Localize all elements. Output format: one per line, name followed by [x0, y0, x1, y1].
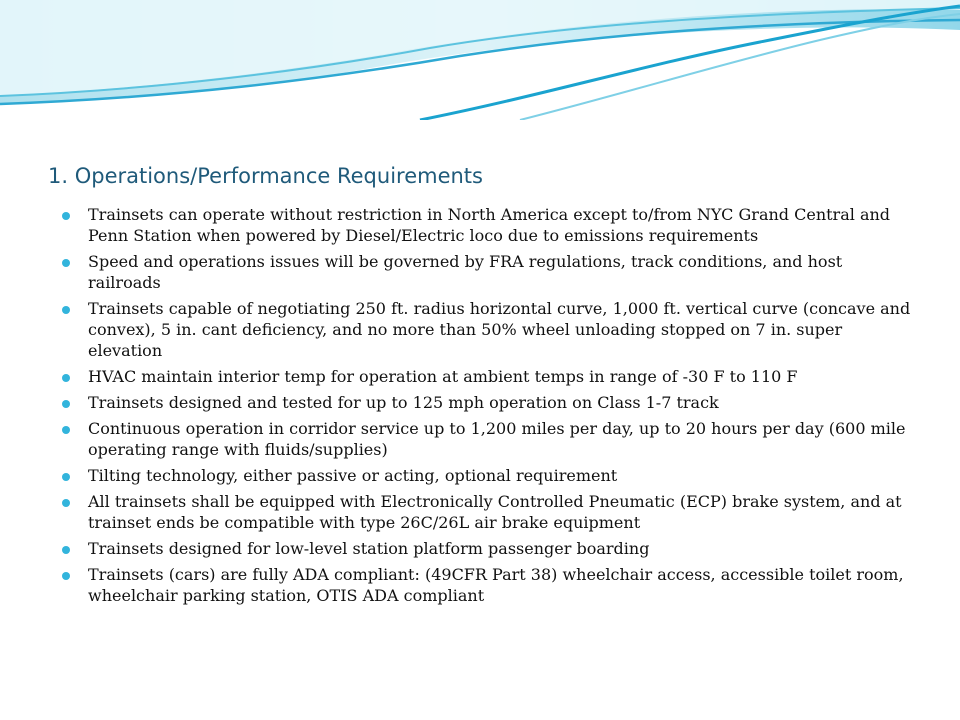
bullet-text: Trainsets can operate without restriction in North America except to/from NYC Grand Central and Penn Station when powered by Diesel/Electric loco due to emissions requirements — [88, 205, 891, 245]
bullet-text: Tilting technology, either passive or acting, optional requirement — [88, 466, 618, 485]
bullet-icon — [62, 572, 70, 580]
bullet-text: All trainsets shall be equipped with Electronically Controlled Pneumatic (ECP) brake system, and at trainset ends be compatible with type 26C/26L air brake equipment — [88, 492, 902, 532]
list-item — [62, 538, 912, 559]
wave-header-decoration — [0, 0, 960, 120]
bullet-text: Trainsets designed for low-level station platform passenger boarding — [88, 539, 650, 558]
bullet-text: Trainsets designed and tested for up to 125 mph operation on Class 1-7 track — [88, 393, 719, 412]
bullet-text: Trainsets (cars) are fully ADA compliant: (49CFR Part 38) wheelchair access, accessible toilet room, wheelchair parking station, OTIS ADA compliant — [88, 565, 904, 605]
list-item — [62, 204, 912, 246]
list-item — [62, 418, 912, 460]
bullet-text: Continuous operation in corridor service up to 1,200 miles per day, up to 20 hours per day (600 mile operating range with fluids/supplies) — [88, 419, 906, 459]
bullet-icon — [62, 400, 70, 408]
bullet-icon — [62, 306, 70, 314]
list-item — [62, 491, 912, 533]
bullet-text: Trainsets capable of negotiating 250 ft. radius horizontal curve, 1,000 ft. vertical curve (concave and convex), 5 in. cant deficiency, and no more than 50% wheel unloading stopped on 7 in. super elevation — [88, 299, 911, 360]
bullet-icon — [62, 426, 70, 434]
list-item — [62, 251, 912, 293]
bullet-icon — [62, 473, 70, 481]
bullet-icon — [62, 546, 70, 554]
list-item — [62, 392, 912, 413]
list-item — [62, 465, 912, 486]
bullet-icon — [62, 212, 70, 220]
bullet-text: Speed and operations issues will be governed by FRA regulations, track conditions, and host railroads — [88, 252, 843, 292]
bullet-icon — [62, 374, 70, 382]
bullet-text: HVAC maintain interior temp for operation at ambient temps in range of -30 F to 110 F — [88, 367, 798, 386]
bullet-icon — [62, 499, 70, 507]
slide-title: 1. Operations/Performance Requirements — [48, 164, 483, 188]
list-item — [62, 366, 912, 387]
bullet-list — [62, 204, 912, 611]
list-item — [62, 298, 912, 361]
bullet-icon — [62, 259, 70, 267]
list-item — [62, 564, 912, 606]
